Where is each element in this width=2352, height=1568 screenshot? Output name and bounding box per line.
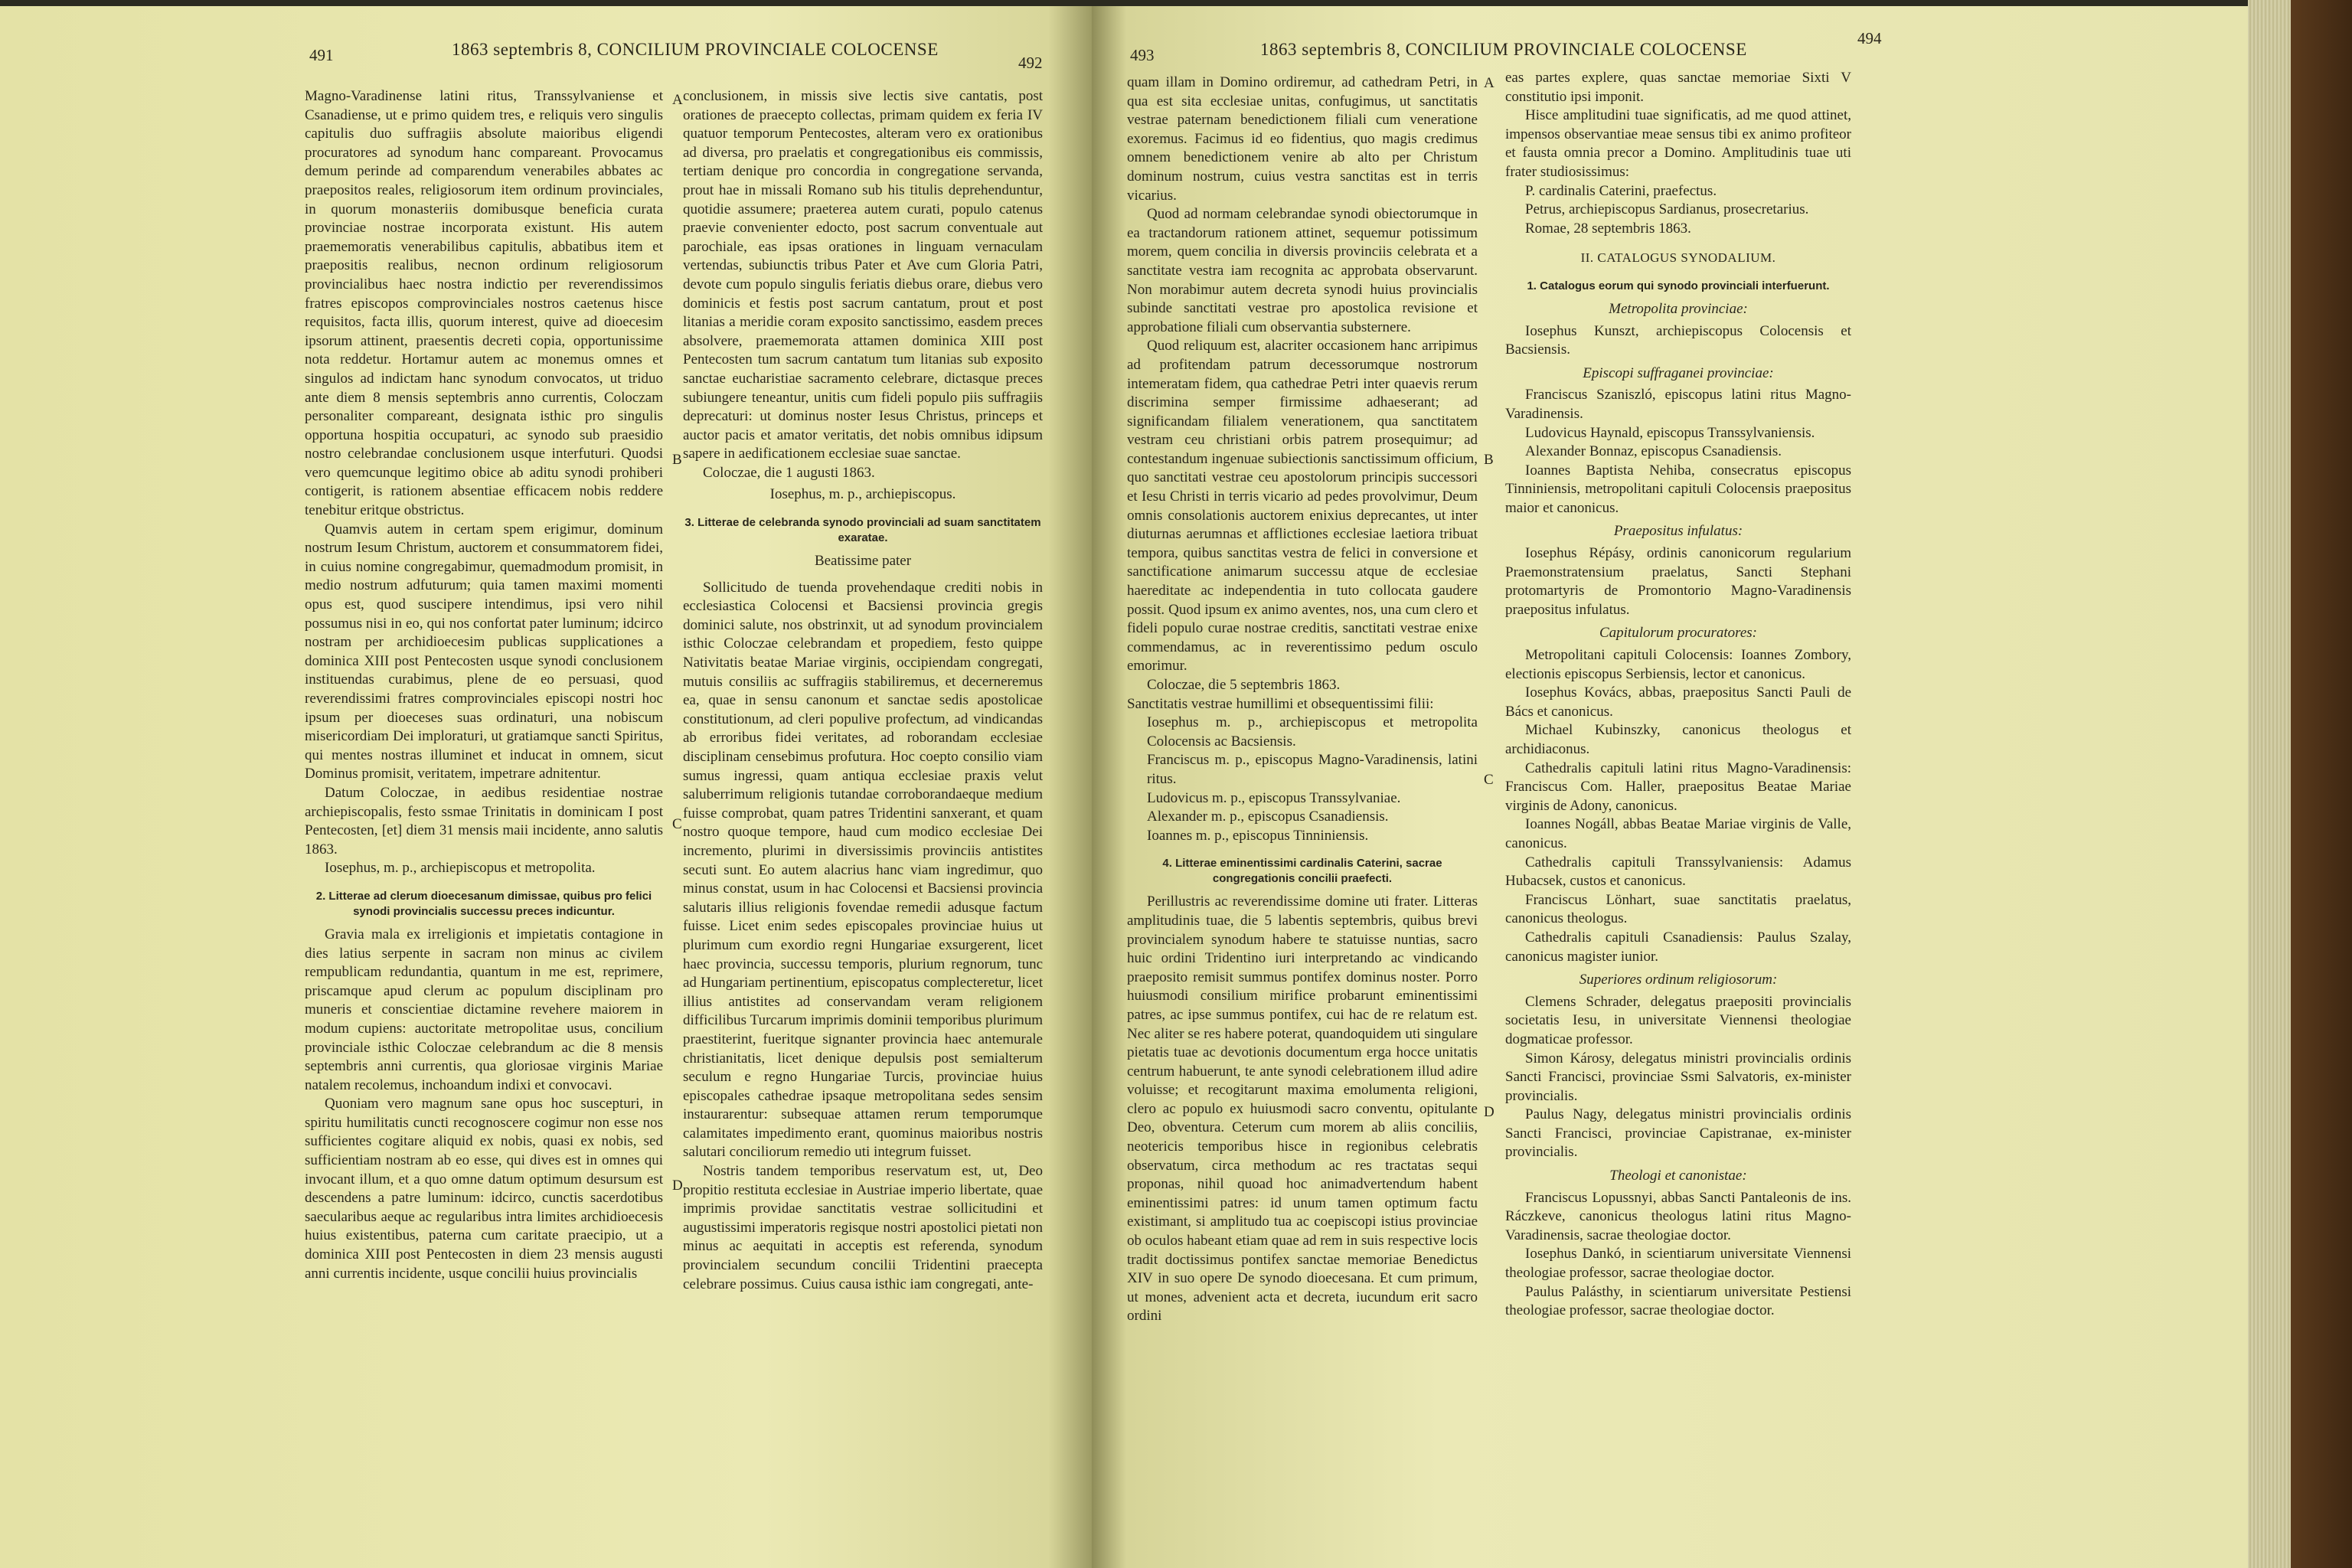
list-item: Alexander m. p., episcopus Csanadiensis.: [1147, 808, 1389, 825]
list-item: Franciscus m. p., episcopus Magno-Varadinensis, latini ritus.: [1147, 752, 1478, 787]
salutation: Beatissime pater: [814, 553, 912, 570]
catalog-entry: Ioannes Baptista Nehiba, consecratus episcopus Tinniniensis, metropolitani capituli Colocensis praepositus maior et canonicus.: [1505, 462, 1851, 516]
paragraph: Hisce amplitudini tuae significatis, ad me quod attinet, impensos observantiae meae sensus tibi ex animo profiteor et fausta omnia precor a Domino. Amplitudinis tuae uti frater studiosissimus:: [1505, 107, 1851, 180]
catalog-entry: Michael Kubinszky, canonicus theologus et archidiaconus.: [1505, 722, 1851, 757]
margin-letter-b: B: [1484, 452, 1494, 468]
dateline: Romae, 28 septembris 1863.: [1525, 220, 1691, 237]
running-head: 1863 septembris 8, CONCILIUM PROVINCIALE COLOCENSE: [452, 40, 939, 59]
list-item: Iosephus m. p., archiepiscopus et metropolita Colocensis ac Bacsiensis.: [1147, 714, 1478, 750]
section-heading-2: 2. Litterae ad clerum dioecesanum dimissae, quibus pro felici synodi provincialis successu preces indicuntur.: [315, 889, 652, 918]
section-heading-4: 4. Litterae eminentissimi cardinalis Caterini, sacrae congregationis concilii praefecti.: [1162, 857, 1442, 886]
catalog-entry: Iosephus Répásy, ordinis canonicorum regularium Praemonstratensium praelatus, Sancti Stephani protomartyris de Promontorio Magno-Varadinensis praepositus infulatus.: [1505, 545, 1851, 618]
catalog-group-title: Metropolita provinciae:: [1609, 300, 1748, 317]
left-page-column-2: [683, 87, 1043, 1492]
catalog-entry: Paulus Palásthy, in scientiarum universitate Pestiensi theologiae professor, sacrae theologiae doctor.: [1505, 1283, 1851, 1319]
catalog-entry: Ludovicus Haynald, episcopus Transsylvaniensis.: [1525, 424, 1815, 441]
paragraph: conclusionem, in missis sive lectis sive cantatis, post orationes de praecepto collectas, primam quidem ex feria IV quatuor temporum Pentecostes, alteram vero ex orationibus ad diversa, pro praelatis et congregationibus eis commissis, tertiam denique pro concordia in congregatione servanda, prout hae in missali Romano sub his titulis deprehenduntur, quotidie assumere; praeterea autem curati, populo catenus praevie convenienter edocto, post sacrum conventuale aut parochiale, eas ipsas orationes in linguam vernaculam vertendas, subiunctis tribus Pater et Ave cum Gloria Patri, devote cum populo singulis feriatis diebus orare, diebus vero dominicis et festis post sacrum cantatum, prout et post litanias a meridie coram exposito sanctissimo, easdem preces absolvere, praememorata attamen dominica XIII post Pentecosten tum sacrum cantatum tum litanias sub exposito sanctae eucharistiae sacramento celebrare, dictasque preces subiungere teneantur, unitis cum fideli populo piis suffragiis deprecaturi: ut dominus noster Iesus Christus, princeps et auctor pacis et amator veritatis, det nobis omnibus idipsum sapere in aedificationem ecclesiae suae sanctae.: [683, 88, 1043, 462]
paragraph: Perillustris ac reverendissime domine uti frater. Litteras amplitudinis tuae, die 5 labentis septembris, quibus brevi provincialem synodum habere te statuisse nuntias, sacro huic ordini Tridentino iuri interpretando ac vindicando praeposito remisit summus pontifex dominus noster. Porro huiusmodi consilium mirifice probarunt eminentissimi patres, ac ipse summus pontifex, cui hac de re relatum est. Nec aliter se res habere poterat, quandoquidem uti singulare pietatis tuae ac devotionis documentum erga hocce unitatis centrum habuerunt, te ante synodi celebrationem illud adire voluisse; et recogitarunt maxima emolumenta religioni, clero ac populo ex huiusmodi sacro conventu, opitulante Deo, obventura. Ceterum cum morem ab aliis conciliis, neotericis temporibus hisce in regionibus celebratis observatum, circa methodum ac res tractatas sequi proponas, nihil quoad hoc animadvertendum habent eminentissimi patres: id unum tamen optimum factu existimant, si amplitudo tua ac coepiscopi istius provinciae ob oculos habeant etiam quae ad rem in suis respective locis tradit doctissimus pontifex sanctae memoriae Benedictus XIV in suo opere De synodo dioecesana. Et cum primum, ut mones, advenient acta et decreta, iucundum erit sacro ordini: [1127, 893, 1478, 1325]
catalog-entry: Cathedralis capituli Csanadiensis: Paulus Szalay, canonicus magister iunior.: [1505, 929, 1851, 965]
catalog-group-title: Capitulorum procuratores:: [1599, 625, 1757, 642]
right-page-column-1: [1127, 74, 1478, 1498]
catalog-entry: Iosephus Kunszt, archiepiscopus Colocensis et Bacsiensis.: [1505, 322, 1851, 358]
catalog-group-title: Episcopi suffraganei provinciae:: [1583, 364, 1774, 381]
margin-letter-d: D: [1484, 1104, 1494, 1120]
book-cover-edge: [2291, 0, 2352, 1568]
section-heading-3: 3. Litterae de celebranda synodo provinciali ad suam sanctitatem exaratae.: [684, 516, 1041, 545]
paragraph: Quoniam vero magnum sane opus hoc suscepturi, in spiritu humilitatis cuncti recognoscere cogimur non esse nos sufficientes cogitare aliquid ex nobis, quasi ex nobis, sed sufficientiam nostram ab eo esse, qui dives est in omnes qui invocant illum, et a quo omne datum optimum desursum est descendens a patre luminum: idcirco, cunctis sacerdotibus saecularibus aeque ac regularibus intra limites archidioecesis huius existentibus, paterna cum caritate praecipio, ut a dominica XIII post Pentecosten in diem 23 mensis augusti anni currentis incidente, usque concilii huius provincialis: [305, 1096, 663, 1282]
right-page: [1092, 6, 2248, 1568]
catalog-entry: Simon Károsy, delegatus ministri provincialis ordinis Sancti Francisci, provinciae Ssmi Salvatoris, ex-minister provincialis.: [1505, 1050, 1851, 1104]
signature: Iosephus, m. p., archiepiscopus.: [769, 486, 956, 503]
signature-line: P. cardinalis Caterini, praefectus.: [1525, 182, 1717, 199]
catalog-entry: Cathedralis capituli latini ritus Magno-Varadinensis: Franciscus Com. Haller, praepositus Beatae Mariae virginis de Adony, canonicus.: [1505, 760, 1851, 814]
catalog-entry: Clemens Schrader, delegatus praepositi provincialis societatis Iesu, in universitate Viennensi theologiae dogmaticae professor.: [1505, 993, 1851, 1047]
catalog-entry: Iosephus Kovács, abbas, praepositus Sancti Pauli de Bács et canonicus.: [1505, 684, 1851, 720]
page-block-edge: [2248, 0, 2291, 1568]
margin-letter-a: A: [672, 92, 683, 108]
catalog-entry: Ioannes Nogáll, abbas Beatae Mariae virginis de Valle, canonicus.: [1505, 816, 1851, 851]
catalog-entry: Iosephus Dankó, in scientiarum universitate Viennensi theologiae professor, sacrae theologiae doctor.: [1505, 1246, 1851, 1282]
catalog-entry: Cathedralis capituli Transsylvaniensis: Adamus Hubacsek, custos et canonicus.: [1505, 854, 1851, 890]
catalog-entry: Franciscus Szaniszló, episcopus latini ritus Magno-Varadinensis.: [1505, 387, 1851, 422]
catalog-group-title: Praepositus infulatus:: [1613, 523, 1743, 540]
paragraph: Sollicitudo de tuenda provehendaque crediti nobis in ecclesiastica Colocensi et Bacsiensi provincia gregis dominici salute, nos obstrinxit, ut ad synodum provincialem isthic Coloczae celebrandam et propediem, festo quippe Nativitatis beatae Mariae virginis, occipiendam congregati, mutuis consiliis ac suffragiis stabiliremus, et decerneremus ea, quae in sensu canonum et sanctae sedis apostolicae constitutionum, ad cleri populive profectum, ad vindicandas ab erroribus fidei veritates, ad roborandam ecclesiae disciplinam censebimus profutura. Hoc coepto consilio viam sumus ingressi, quam antiqua ecclesiae praxis velut saluberrimum religionis tutandae corroborandaeque medium fuisse comprobat, quam patres Tridentini sanxerant, et quam nostro quoque tempore, haud cum modico ecclesiae Dei incremento, plurimi in diversissimis provinciis antistites secuti sunt. Eo autem alacrius hanc viam ingredimur, quo minus constat, usum in hac Colocensi et Bacsiensi provincia salutaris illius religionis fovendae remedii adusque factum fuisse. Licet enim sedes episcopales provinciae huius ut plurimum cum exordio regni Hungariae exsurgerent, licet haec provincia, successu temporis, plurium regnorum, tunc ad Hungariam pertinentium, episcopatus complecteretur, licet illius antistites ad conservandam veram religionem difficilibus Turcarum imprimis dominii temporibus plurimum praestiterint, fueritque signanter provincia haec antemurale christianitatis, licet denique depulsis post semialterum seculum e regno Hungariae Turcis, provinciae huius episcopales cathedrae ipsaque metropolitana sedes sensim instaurarentur: subsequae attamen rerum temporumque calamitates impedimento erant, quominus maioribus nostris salutari conciliorum remedio uti integrum fuisset.: [683, 579, 1043, 1161]
catalog-group-title: Superiores ordinum religiosorum:: [1579, 972, 1778, 988]
right-page-column-2: [1505, 69, 1851, 1498]
section-heading-1: 1. Catalogus eorum qui synodo provinciali interfuerunt.: [1527, 279, 1830, 292]
paragraph: Datum Coloczae, in aedibus residentiae nostrae archiepiscopalis, festo ssmae Trinitatis in dominicam I post Pentecosten, [et] diem 31 mensis maii incidente, anno salutis 1863.: [305, 784, 663, 858]
margin-letter-c: C: [672, 816, 682, 832]
catalog-entry: Paulus Nagy, delegatus ministri provincialis ordinis Sancti Francisci, provinciae Capistranae, ex-minister provincialis.: [1505, 1106, 1851, 1161]
paragraph: Nostris tandem temporibus reservatum est, ut, Deo propitio restituta ecclesiae in Austriae imperio libertate, quae imprimis providae sanctitatis vestrae sollicitudini et augustissimi imperatoris regisque nostri apostolici pietati non minus ac aequitati in acceptis est referenda, synodum provincialem secundum concilii Tridentini praecepta celebrare possimus. Cuius causa isthic iam congregati, ante-: [683, 1163, 1043, 1292]
margin-letter-c: C: [1484, 772, 1494, 788]
list-item: Ioannes m. p., episcopus Tinniniensis.: [1147, 827, 1369, 844]
left-page: [0, 6, 1092, 1568]
signers-list: [1127, 714, 1478, 845]
signature: Iosephus, m. p., archiepiscopus et metropolita.: [325, 860, 596, 877]
margin-letter-d: D: [672, 1178, 683, 1194]
paragraph: Quamvis autem in certam spem erigimur, dominum nostrum Iesum Christum, auctorem et consummatorem fidei, in cuius nomine congregabimur, quemadmodum promisit, in medio nostrum adfuturum; quia tamen maximi momenti opus est, quod suscipere intendimus, ipsi vero nihil possumus nisi in eo, qui nos confortat pater luminum; idcirco nostram per archidioecesim publicas supplicationes a dominica XIII post Pentecosten usque synodi conclusionem instituendas curabimus, plene de eo persuasi, quod reverendissimi fratres comprovinciales episcopi nostri hoc ipsum per dioeceses suas ordinaturi, una nobiscum misericordiam Dei imploraturi, ut gratiamque sancti Spiritus, qui mentes nostras illuminet et inducat in omnem, sicut Dominus promisit, veritatem, impetrare adnitentur.: [305, 521, 663, 782]
paragraph: Quod reliquum est, alacriter occasionem hanc arripimus ad profitendam patrum decessorumque nostrorum intemeratam fidem, qua cathedrae Petri inter quaevis rerum discrimina semper firmissime adhaeserant; ad significandam filialem venerationem, qua sanctitatem vestram ceu christiani orbis patrem prosequimur; ad contestandum ingenuae subiectionis sanctissimum officium, quo sanctitati vestrae ceu apostolorum principis successori et Iesu Christi in terris vicario ad pedes provolvimur, Deum omnis consolationis auctorem enixius deprecantes, ut inter diuturnas aerumnas et afflictiones ecclesiae laetiora tribuat tempora, quibus sanctitas vestra de felici in conversione et sanctificatione animarum successu atque de ecclesiae haereditate ac independentia in tuto collocata gaudere possit. Quod ipsum ex animo aventes, nos, una cum clero et fideli populo curae nostrae creditis, sanctitati vestrae enixe commendamus, ac in reverentissimo pedum osculo emorimur.: [1127, 338, 1478, 675]
page-number-inner: 492: [1018, 54, 1043, 72]
paragraph: Magno-Varadinense latini ritus, Transsylvaniense et Csanadiense, ut e primo quidem tres, e reliquis vero singulis capitulis duo suffragiis absolute maioribus eligendi procuratores ad synodum hanc compareant. Provocamus demum perinde ad comparendum venerabiles abbates ac praepositos reales, religiosorum item ordinum provinciales, in quorum monasteriis domibusque beneficia curata provinciae nostrae incorporata existunt. His autem praememoratis venerabilibus capitulis, abbatibus item et praepositis realibus, necnon ordinum religiosorum provincialibus haec nostra indictio per reverendissimos fratres episcopos comprovinciales nostros caetenus hisce requisitos, facta illis, quorum interest, quive ad dioecesim ipsorum attinent, praesentis decreti copia, opportunissime nota reddetur. Hortamur autem ac monemus omnes et singulos ad indictam hanc synodum convocatos, ut triduo ante diem 8 mensis septembris anno currentis, Coloczam personaliter compareant, designata isthic pro singulis opportuna hospitia occupaturi, ac synodo sub praesidio nostro celebrandae conclusionem usque interfuturi. Quodsi vero quemcunque legitimo obice ab aditu synodi prohiberi contigerit, is rationem absentiae efficacem nobis reddere tenebitur eritque obstrictus.: [305, 88, 663, 519]
paragraph: Quod ad normam celebrandae synodi obiectorumque in ea tractandorum rationem attinet, sequemur potissimum morem, quem concilia in diversis provinciis celebrata et a sanctitate vestra iam recognita ac approbata observarunt. Non morabimur autem decreta synodi huius provincialis subinde sanctitati vestrae pro apostolica revisione et approbatione filiali cum observantia substernere.: [1127, 206, 1478, 335]
page-number-outer: 494: [1857, 29, 1882, 47]
list-item: Ludovicus m. p., episcopus Transsylvaniae.: [1147, 789, 1401, 806]
margin-letter-b: B: [672, 452, 682, 468]
catalog-entry: Franciscus Lönhart, suae sanctitatis praelatus, canonicus theologus.: [1505, 891, 1851, 927]
signature-line: Petrus, archiepiscopus Sardianus, prosecretarius.: [1525, 201, 1809, 218]
running-head: 1863 septembris 8, CONCILIUM PROVINCIALE COLOCENSE: [1260, 40, 1747, 59]
margin-letter-a: A: [1484, 75, 1494, 91]
page-number-inner: 493: [1130, 46, 1155, 64]
catalog-entry: Alexander Bonnaz, episcopus Csanadiensis.: [1525, 443, 1782, 460]
paragraph: quam illam in Domino ordiremur, ad cathedram Petri, in qua est sita ecclesiae unitas, confugimus, ut sanctitatis vestrae paternam benedictionem filiali cum veneratione exoremus. Facimus id eo fidentius, quo magis credimus omnem benedictionem venire ab alto per Christum dominum nostrum, cuius vestra sanctitas est in terris vicarius.: [1127, 74, 1478, 204]
page-number-outer: 491: [309, 46, 334, 64]
dateline: Coloczae, die 1 augusti 1863.: [703, 464, 875, 481]
signers-intro: Sanctitatis vestrae humillimi et obsequentissimi filii:: [1127, 695, 1434, 712]
left-page-column-1: [305, 87, 663, 1492]
section-title: II. CATALOGUS SYNODALIUM.: [1580, 250, 1776, 266]
catalog-group-title: Theologi et canonistae:: [1609, 1168, 1747, 1184]
catalog-entry: Metropolitani capituli Colocensis: Ioannes Zombory, electionis episcopus Serbiensis, lector et canonicus.: [1505, 647, 1851, 682]
paragraph: Gravia mala ex irreligionis et impietatis contagione in dies latius serpente in sacram non minus ac civilem rempublicam redundantia, quantum in me est, reprimere, priscamque apud clerum ac populum disciplinam pro muneris et conscientiae dictamine revehere maiorem in modum cupiens: auctoritate metropolitae usus, concilium provinciale isthic Coloczae celebrandum ac die 8 mensis septembris anni currentis, qua gloriosae virginis Mariae natalem recolemus, inchoandum indixi et convocavi.: [305, 926, 663, 1093]
dateline: Coloczae, die 5 septembris 1863.: [1147, 677, 1341, 693]
paragraph: eas partes explere, quas sanctae memoriae Sixti V constitutio ipsi imponit.: [1505, 70, 1851, 105]
catalog-entry: Franciscus Lopussnyi, abbas Sancti Pantaleonis de ins. Ráczkeve, canonicus theologus latini ritus Magno-Varadinensis, sacrae theologiae doctor.: [1505, 1189, 1851, 1243]
